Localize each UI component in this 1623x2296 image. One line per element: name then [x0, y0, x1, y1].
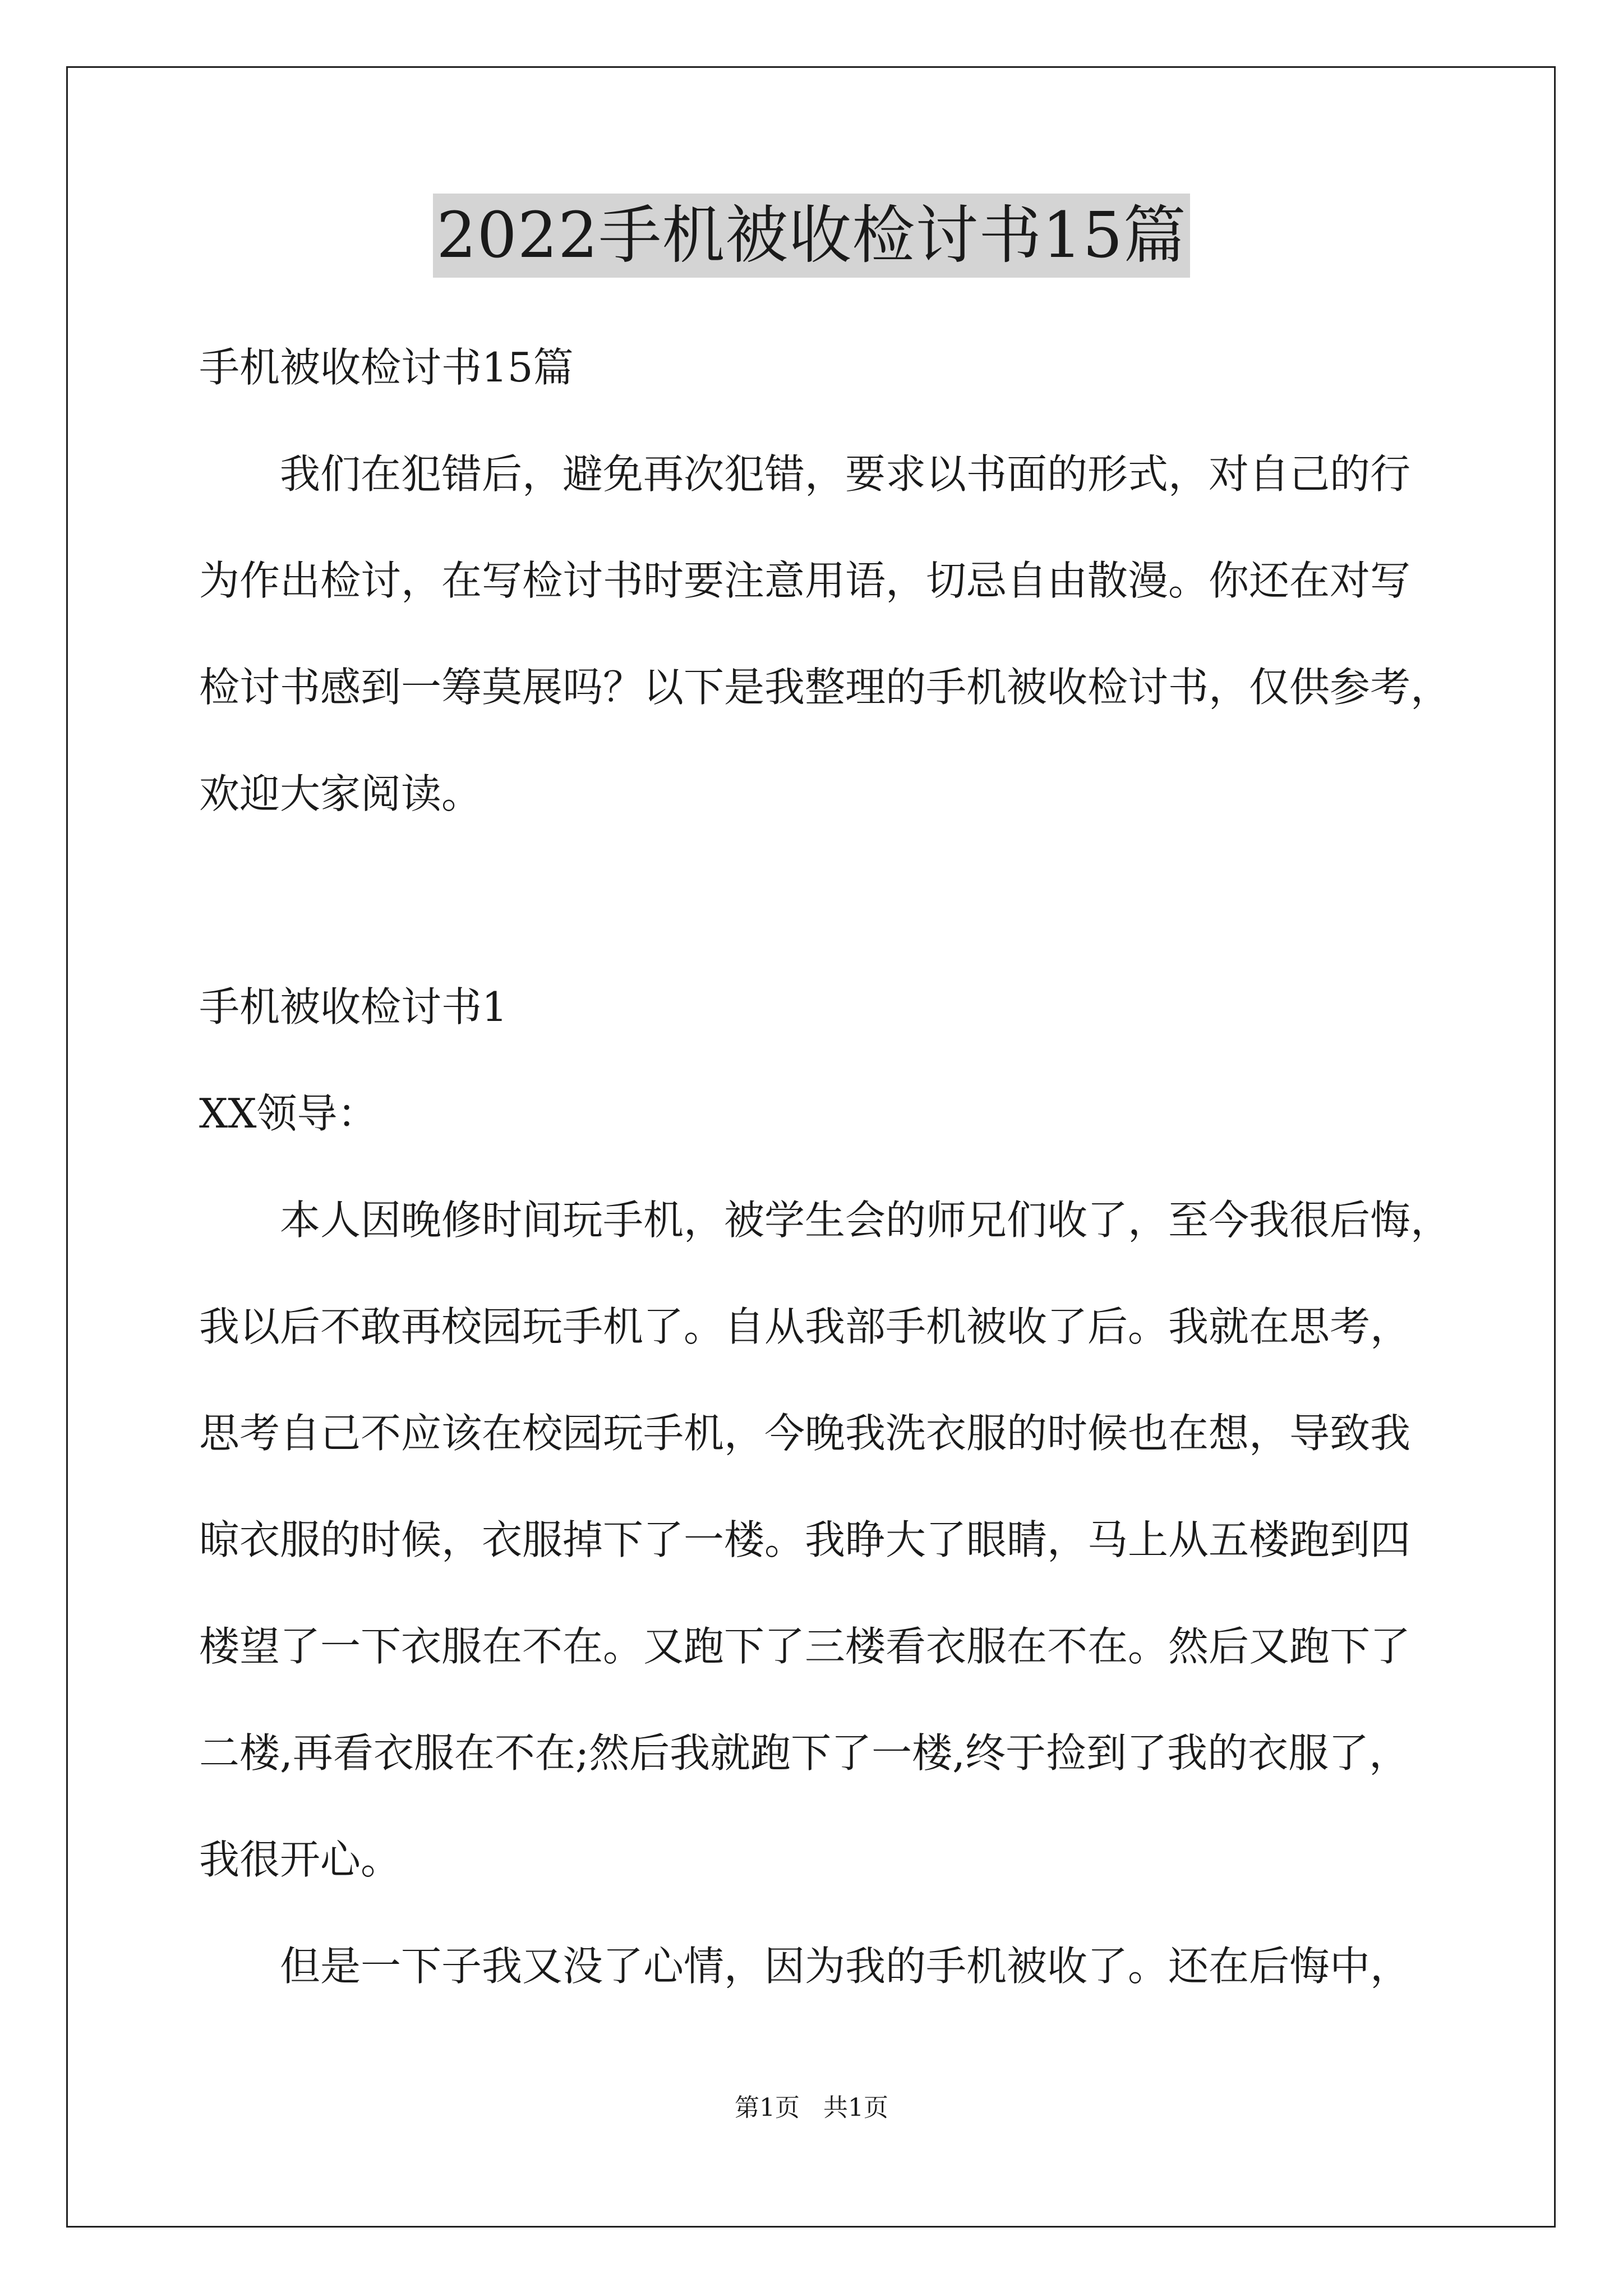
paragraph-line: 楼望了一下衣服在不在。又跑下了三楼看衣服在不在。然后又跑下了	[199, 1623, 1411, 1670]
paragraph-line: 思考自己不应该在校园玩手机，今晚我洗衣服的时候也在想，导致我	[199, 1410, 1411, 1457]
paragraph-line: 欢迎大家阅读。	[199, 770, 482, 817]
paragraph-line: 我很开心。	[199, 1836, 402, 1883]
page-number-current: 第1页	[735, 2093, 800, 2122]
document-title: 2022手机被收检讨书15篇	[433, 194, 1190, 278]
salutation-line: XX领导：	[199, 1090, 378, 1137]
paragraph-line: 但是一下子我又没了心情，因为我的手机被收了。还在后悔中，	[280, 1943, 1411, 1990]
paragraph-line: 我们在犯错后，避免再次犯错，要求以书面的形式，对自己的行	[280, 450, 1411, 498]
paragraph-line: 晾衣服的时候，衣服掉下了一楼。我睁大了眼睛，马上从五楼跑到四	[199, 1516, 1411, 1563]
section-heading: 手机被收检讨书1	[199, 983, 508, 1030]
paragraph-line: 本人因晚修时间玩手机，被学生会的师兄们收了，至今我很后悔，	[280, 1197, 1451, 1244]
paragraph-line: 二楼,再看衣服在不在;然后我就跑下了一楼,终于捡到了我的衣服了，	[199, 1729, 1410, 1777]
document-body	[199, 314, 1461, 2019]
page-footer	[0, 2091, 1623, 2125]
paragraph-line: 我以后不敢再校园玩手机了。自从我部手机被收了后。我就在思考，	[199, 1303, 1411, 1350]
subtitle-line: 手机被收检讨书15篇	[199, 344, 574, 391]
paragraph-line: 检讨书感到一筹莫展吗？以下是我整理的手机被收检讨书，仅供参考，	[199, 664, 1451, 711]
paragraph-line: 为作出检讨，在写检讨书时要注意用语，切忌自由散漫。你还在对写	[199, 557, 1411, 604]
paragraph-gap	[199, 847, 1461, 954]
page-number-total: 共1页	[823, 2093, 888, 2122]
title-container	[0, 194, 1623, 278]
